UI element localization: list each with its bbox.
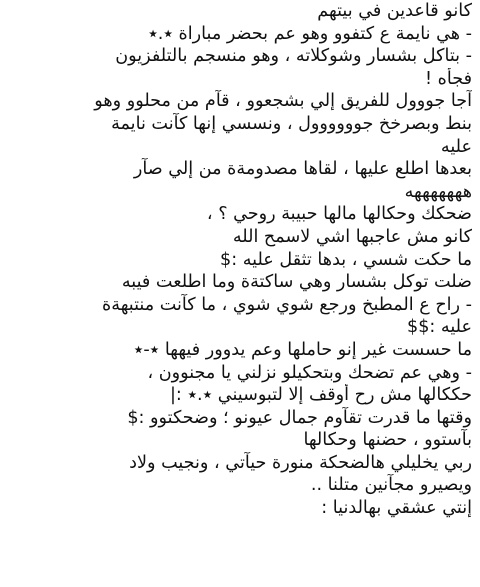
text-line-20: بآستوو ، حضنها وحكالها bbox=[303, 430, 472, 451]
text-line-1: كانو قاعدين في بيتهم bbox=[317, 1, 472, 21]
text-line-19: وقتها ما قدرت تقآوم جمال عيونو ؛ وضحكتوو :$ bbox=[127, 407, 472, 428]
text-line-15: عليه :$$ bbox=[407, 317, 472, 338]
text-line-5: آجا جووول للفريق إلي بشجعوو ، قآم من محلوو وهو bbox=[94, 91, 472, 112]
text-line-12: ما حكت شسي ، بدها تثقل عليه :$ bbox=[220, 249, 472, 270]
text-line-21: ربي يخليلي هالضحكة منورة حيآتي ، ونجيب ولاد bbox=[129, 452, 472, 473]
text-line-9: هههههههه bbox=[404, 181, 472, 202]
text-line-18: حككالها مش رح أوقف إلا لتبوسيني ٭.٭ :| bbox=[170, 385, 472, 406]
text-line-13: ضلت توكل بشسار وهي ساكتةة وما اطلعت فيبه bbox=[121, 272, 472, 293]
text-line-2: - هي نايمة ع كتفوو وهو عم بحضر مباراة ٭.٭ bbox=[148, 23, 472, 44]
text-line-8: بعدها اطلع عليها ، لقاها مصدومةة من إلي صآر bbox=[133, 159, 472, 180]
text-line-11: كانو مش عاجبها اشي لاسمح الله bbox=[232, 226, 472, 247]
text-line-14: - راح ع المطبخ ورجع شوي شوي ، ما كآنت منتبهةة bbox=[102, 294, 472, 315]
text-line-16: ما حسست غير إنو حاملها وعم يدوور فيهها ٭-٭ bbox=[133, 339, 472, 360]
text-line-17: - وهي عم تضحك وبتحكيلو نزلني يا مجنوون ، bbox=[147, 362, 472, 383]
text-line-4: فجأه ! bbox=[425, 68, 472, 89]
text-line-22: ويصيرو مجآنين متلنا .. bbox=[310, 475, 472, 496]
text-line-3: - بتاكل بشسار وشوكلاته ، وهو منسجم بالتلفزيون bbox=[115, 46, 472, 67]
text-line-23: إنتي عشقي بهالدنيا : bbox=[321, 498, 472, 519]
text-line-10: ضحكك وحكالها مالها حبيبة روحي ؟ ، bbox=[206, 204, 472, 225]
text-line-6: بنط وبصرخخ جوووووول ، ونسسي إنها كآنت نايمة bbox=[111, 113, 472, 134]
text-line-7: عليه bbox=[440, 136, 472, 157]
